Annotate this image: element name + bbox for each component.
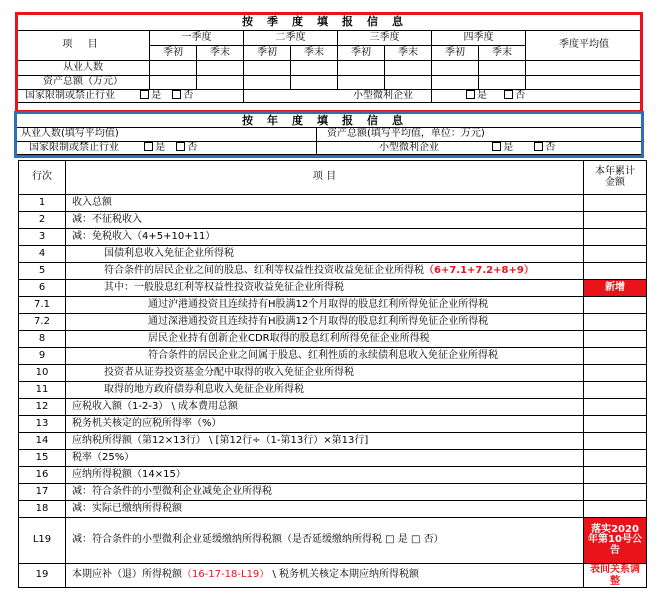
- line-item-text: 符合条件的居民企业之间的股息、红利等权益性投资收益免征企业所得税: [104, 264, 424, 276]
- table-row: [19, 382, 647, 399]
- line-item-text: 税率（25%）: [72, 451, 135, 463]
- line-item: [66, 382, 584, 399]
- announcement-badge[interactable]: 落实2020年第10号公告: [584, 518, 647, 564]
- line-number: 17: [19, 484, 66, 501]
- no-label: 否: [183, 90, 194, 102]
- table-row: [19, 246, 647, 263]
- line-item-text: 减：符合条件的小型微利企业减免企业所得税: [72, 485, 272, 497]
- line-number: 1: [19, 195, 66, 212]
- line-item-text: 居民企业持有创新企业CDR取得的股息红利所得免征企业所得税: [148, 332, 430, 344]
- amount-cell[interactable]: [584, 433, 647, 450]
- line-item-text: 减：符合条件的小型微利企业延缓缴纳所得税额（是否延缓缴纳所得税 □ 是 □ 否）: [72, 534, 444, 546]
- line-item: [66, 280, 584, 297]
- q2-start: 季初: [244, 46, 291, 61]
- quarter-1-header: 一季度: [150, 31, 244, 46]
- col-amount: [584, 161, 647, 195]
- line-item-text: 投资者从证券投资基金分配中取得的收入免征企业所得税: [104, 366, 354, 378]
- line-item: [66, 399, 584, 416]
- line-item: [66, 433, 584, 450]
- line-item-text: 取得的地方政府债券利息收入免征企业所得税: [104, 383, 304, 395]
- table-row: [19, 263, 647, 280]
- line-item-text: 应税收入额（1-2-3） \ 成本费用总额: [72, 400, 239, 412]
- annual-assets-label: 资产总额(填写平均值，单位：万元): [327, 128, 485, 140]
- table-row: [19, 229, 647, 246]
- line-item: [66, 297, 584, 314]
- line-item-text: 收入总额: [72, 196, 112, 208]
- amount-cell[interactable]: [584, 348, 647, 365]
- table-row: [19, 564, 647, 588]
- line-item: [66, 467, 584, 484]
- no-label: 否: [515, 90, 526, 102]
- no-label: 否: [545, 142, 556, 154]
- line-item: [66, 195, 584, 212]
- line-number: 10: [19, 365, 66, 382]
- line-number: 14: [19, 433, 66, 450]
- annual-highlight-frame: [14, 111, 644, 158]
- q3-end: 季末: [385, 46, 432, 61]
- line-item-text: 减：实际已缴纳所得税额: [72, 502, 182, 514]
- line-item: [66, 450, 584, 467]
- table-row: [19, 399, 647, 416]
- line-item-text: 应纳所得税额（14×15）: [72, 468, 186, 480]
- amount-cell[interactable]: [584, 195, 647, 212]
- table-row: [19, 365, 647, 382]
- line-number: 12: [19, 399, 66, 416]
- table-row: [19, 501, 647, 518]
- employees-label: 从业人数: [17, 61, 150, 76]
- q4-end: 季末: [479, 46, 526, 61]
- yes-label: 是: [503, 142, 514, 154]
- line-number: 7.2: [19, 314, 66, 331]
- line-item: [66, 229, 584, 246]
- line-item: [66, 518, 584, 564]
- table-row: [19, 331, 647, 348]
- annual-title: 按年度填报信息: [17, 114, 643, 128]
- line-item: [66, 348, 584, 365]
- yes-label: 是: [151, 90, 162, 102]
- q4-start: 季初: [432, 46, 479, 61]
- table-row: [19, 212, 647, 229]
- col-item: 项 目: [66, 161, 584, 195]
- line-number: L19: [19, 518, 66, 564]
- new-item-badge[interactable]: 新增: [584, 280, 647, 297]
- table-row: [19, 433, 647, 450]
- line-number: 2: [19, 212, 66, 229]
- line-number: 18: [19, 501, 66, 518]
- restricted-industry-label: 国家限制或禁止行业: [25, 90, 115, 102]
- line-number: 15: [19, 450, 66, 467]
- line-number: 3: [19, 229, 66, 246]
- table-row: [19, 450, 647, 467]
- small-enterprise-label: 小型微利企业: [353, 89, 413, 101]
- assets-label: 资产总额（万元）: [17, 76, 150, 90]
- line-item-text: 本期应补（退）所得税额: [72, 569, 182, 581]
- table-row: [19, 297, 647, 314]
- amount-cell[interactable]: [584, 297, 647, 314]
- annual-employees-label: 从业人数(填写平均值): [21, 128, 119, 140]
- line-number: 13: [19, 416, 66, 433]
- line-item-text: 符合条件的居民企业之间属于股息、红利性质的永续债利息收入免征企业所得税: [148, 349, 498, 361]
- line-item-text: 通过深港通投资且连续持有H股满12个月取得的股息红利所得免征企业所得税: [148, 315, 489, 327]
- table-row: [19, 484, 647, 501]
- amount-cell[interactable]: [584, 212, 647, 229]
- amount-cell[interactable]: [584, 314, 647, 331]
- amount-cell[interactable]: [584, 467, 647, 484]
- quarterly-highlight-frame: [15, 12, 643, 113]
- line-item: [66, 416, 584, 433]
- q2-end: 季末: [291, 46, 338, 61]
- amount-cell[interactable]: [584, 331, 647, 348]
- table-row: [19, 416, 647, 433]
- amount-cell[interactable]: [584, 399, 647, 416]
- line-item-text: 通过沪港通投资且连续持有H股满12个月取得的股息红利所得免征企业所得税: [148, 298, 489, 310]
- quarter-2-header: 二季度: [244, 31, 338, 46]
- line-item: [66, 564, 584, 588]
- q3-start: 季初: [338, 46, 385, 61]
- line-item: [66, 501, 584, 518]
- quarterly-average-header: 季度平均值: [526, 31, 643, 61]
- quarter-3-header: 三季度: [338, 31, 432, 46]
- table-row: [19, 195, 647, 212]
- restricted-industry-label: 国家限制或禁止行业: [29, 142, 119, 154]
- line-item: [66, 365, 584, 382]
- line-item: [66, 263, 584, 280]
- no-label: 否: [187, 142, 198, 154]
- amount-cell[interactable]: [584, 229, 647, 246]
- line-item-text: 减：不征税收入: [72, 213, 142, 225]
- table-row: [19, 467, 647, 484]
- amount-cell[interactable]: [584, 263, 647, 280]
- col-amount-label: 本年累计金额: [595, 166, 635, 188]
- line-number: 7.1: [19, 297, 66, 314]
- relation-adjust-note[interactable]: 表间关系调整: [584, 564, 647, 588]
- amount-cell[interactable]: [584, 450, 647, 467]
- small-enterprise-label: 小型微利企业: [379, 142, 439, 154]
- amount-cell[interactable]: [584, 382, 647, 399]
- line-number: 4: [19, 246, 66, 263]
- line-item: [66, 314, 584, 331]
- line-number: 11: [19, 382, 66, 399]
- quarter-4-header: 四季度: [432, 31, 526, 46]
- line-item: [66, 246, 584, 263]
- line-item-text: 其中：一般股息红利等权益性投资收益免征企业所得税: [104, 281, 344, 293]
- table-row: [19, 348, 647, 365]
- q1-end: 季末: [197, 46, 244, 61]
- tax-main-table: [18, 160, 647, 588]
- line-item: [66, 212, 584, 229]
- line-item-text: \ 税务机关核定本期应纳所得税额: [269, 569, 420, 581]
- line-number: 8: [19, 331, 66, 348]
- amount-cell[interactable]: [584, 416, 647, 433]
- line-item-text: 应纳税所得额（第12×13行） \ [第12行÷（1-第13行）×第13行]: [72, 434, 369, 446]
- line-number: 6: [19, 280, 66, 297]
- item-header: 项 目: [17, 31, 150, 61]
- table-row: [19, 314, 647, 331]
- line-item: [66, 484, 584, 501]
- formula-highlight: （16-17-18-L19）: [182, 569, 270, 581]
- q1-start: 季初: [150, 46, 197, 61]
- line-item-text: 减：免税收入（4+5+10+11）: [72, 230, 216, 242]
- formula-highlight: （6+7.1+7.2+8+9）: [424, 264, 534, 276]
- yes-label: 是: [477, 90, 487, 102]
- line-number: 5: [19, 263, 66, 280]
- quarterly-title: 按季度填报信息: [17, 14, 643, 31]
- amount-cell[interactable]: [584, 246, 647, 263]
- amount-cell[interactable]: [584, 365, 647, 382]
- amount-cell[interactable]: [584, 501, 647, 518]
- line-item-text: 国债利息收入免征企业所得税: [104, 247, 234, 259]
- line-item-text: 税务机关核定的应税所得率（%）: [72, 417, 222, 429]
- table-row: [19, 518, 647, 564]
- line-item: [66, 331, 584, 348]
- table-row: [19, 280, 647, 297]
- line-number: 19: [19, 564, 66, 588]
- amount-cell[interactable]: [584, 484, 647, 501]
- line-number: 16: [19, 467, 66, 484]
- line-number: 9: [19, 348, 66, 365]
- yes-label: 是: [155, 142, 166, 154]
- col-line-no: 行次: [19, 161, 66, 195]
